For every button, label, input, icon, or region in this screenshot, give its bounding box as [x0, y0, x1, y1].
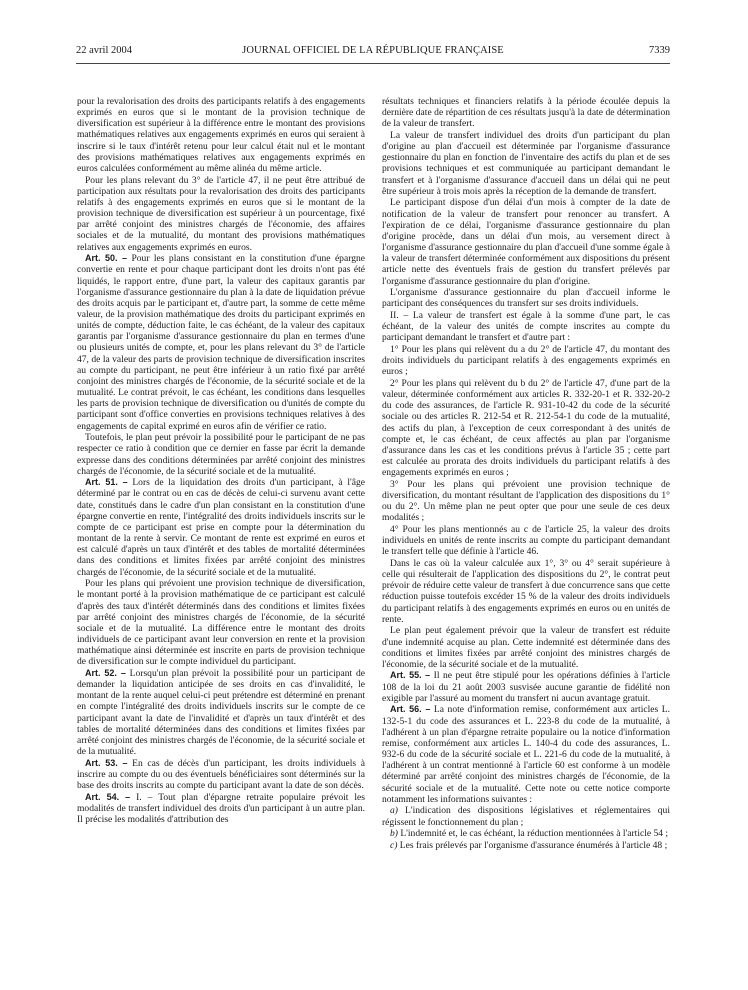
paragraph	[382, 524, 670, 557]
article-paragraph	[77, 253, 365, 432]
article-number: Art. 51. –	[85, 477, 128, 488]
right-column	[382, 96, 670, 851]
paragraph-text: L'organisme d'assurance gestionnaire du plan d'accueil informe le participant des conséquences du transfert sur ses droits individuels.	[382, 287, 670, 310]
paragraph-text: L'indemnité et, le cas échéant, la réduction mentionnées à l'article 54 ;	[397, 828, 669, 840]
paragraph	[382, 378, 670, 478]
list-item	[382, 805, 670, 827]
paragraph-text: Lors de la liquidation des droits d'un participant, à l'âge déterminé par le contrat ou en cas de décès de celui-ci survenu avant cette date, constitués dans le cadre d'un plan consistant en la constitution d'une épargne convertie en rente, l'intégralité des droits individuels inscrits sur le compte de ce participant est prise en compte pour la détermination du montant de la rente à servir. Ce montant de rente est exprimé en euros et est calculé d'après un taux d'intérêt et des tables de mortalité déterminées dans des conditions et limites fixées par arrêté conjoint des ministres chargés de l'économie, de la sécurité sociale et de la mutualité.	[77, 477, 365, 578]
article-number: Art. 53. –	[85, 757, 128, 768]
article-paragraph	[382, 670, 670, 703]
paragraph-text: La note d'information remise, conformément aux articles L. 132-5-1 du code des assurances et L. 223-8 du code de la mutualité, à l'adhérent à un plan d'épargne retraite populaire ou la notice d'information remise, conformément aux articles L. 140-4 du code des assurances, L. 932-6 du code de la sécurité sociale et L. 221-6 du code de la mutualité, à l'adhérent à un contrat mentionné à l'article 60 est conforme à un modèle déterminé par arrêté conjoint des ministres chargés de l'économie, de la sécurité sociale et de la mutualité. Cette note ou cette notice comporte notamment les informations suivantes :	[382, 704, 670, 805]
paragraph-text: résultats techniques et financiers relatifs à la période écoulée depuis la dernière date de répartition de ces résultats jusqu'à la date de détermination de la valeur de transfert.	[382, 96, 670, 130]
article-paragraph	[77, 792, 365, 825]
list-item	[382, 828, 670, 839]
paragraph-text: 4° Pour les plans mentionnés au c de l'article 25, la valeur des droits individuels en unités de rente inscrits au compte du participant demandant le transfert telle que définie à l'article 46.	[382, 523, 670, 558]
paragraph-text: Toutefois, le plan peut prévoir la possibilité pour le participant de ne pas respecter ce ratio à condition que ce dernier en fasse par écrit la demande expresse dans des conditions déterminées par arrêté conjoint des ministres chargés de l'économie, de la sécurité sociale et de la mutualité.	[77, 432, 365, 477]
paragraph	[382, 625, 670, 670]
paragraph-text: 3° Pour les plans qui prévoient une provision technique de diversification, du montant résultant de l'application des dispositions du 1° ou du 2°. Un même plan ne peut opter que pour une seule de ces deux modalités ;	[382, 478, 670, 524]
item-letter: c)	[390, 839, 398, 851]
paragraph-text: Il ne peut être stipulé pour les opérations définies à l'article 108 de la loi du 21 août 2003 susvisée aucune garantie de fidélité non exigible par l'assuré au moment du transfert ni aucun avantage gratuit.	[382, 670, 670, 704]
paragraph	[77, 578, 365, 667]
paragraph	[382, 130, 670, 197]
paragraph-text: pour la revalorisation des droits des participants relatifs à des engagements exprimés en euros que si le montant de la provision technique de diversification est supérieur à la différence entre le montant des provisions mathématiques relatives aux engagements exprimés en euros qui seraient à inscrire si le taux d'intérêt retenu pour leur calcul était nul et le montant des provisions mathématiques relatives aux engagements exprimés en euros calculées conformément au même alinéa du même article.	[77, 96, 365, 174]
paragraph	[382, 479, 670, 524]
paragraph-text: Pour les plans relevant du 3° de l'article 47, il ne peut être attribué de participation aux résultats pour la revalorisation des droits des participants relatifs à des engagements exprimés en euros que si le montant de la provision technique de diversification est supérieur à un pourcentage, fixé par arrêté conjoint des ministres chargés de l'économie, des affaires sociales et de la mutualité, du montant des provisions mathématiques relatives aux engagements exprimés en euros.	[77, 174, 365, 253]
paragraph-text: Les frais prélevés par l'organisme d'assurance énumérés à l'article 48 ;	[397, 839, 668, 851]
paragraph	[382, 310, 670, 343]
paragraph	[77, 432, 365, 477]
paragraph-text: La valeur de transfert individuel des droits d'un participant du plan d'origine au plan d'accueil est déterminée par l'organisme d'assurance gestionnaire du plan en fonction de l'inventaire des actifs du plan et de ses provisions techniques et est communiquée au participant demandant le transfert et à l'organisme d'assurance d'accueil dans un délai qui ne peut être supérieur à trois mois après la réception de la demande de transfert.	[382, 129, 670, 197]
paragraph-text: Le participant dispose d'un délai d'un mois à compter de la date de notification de la valeur de transfert pour renoncer au transfert. A l'expiration de ce délai, l'organisme d'assurance gestionnaire du plan d'origine procède, dans un délai d'un mois, au versement direct à l'organisme d'assurance gestionnaire du plan d'accueil d'une somme égale à la valeur de transfert déterminée conformément aux dispositions du présent article nette des éventuels frais de gestion du transfert prélevés par l'organisme d'assurance gestionnaire du plan d'origine.	[382, 197, 670, 287]
item-letter: b)	[390, 828, 398, 840]
paragraph-text: 1° Pour les plans qui relèvent du a du 2° de l'article 47, du montant des droits individuels du participant relatifs à des engagements exprimés en euros ;	[382, 343, 670, 378]
paragraph-continued	[382, 96, 670, 129]
paragraph-text: II. – La valeur de transfert est égale à la somme d'une part, le cas échéant, de la valeur des unités de compte inscrites au compte du participant demandant le transfert et d'autre part :	[382, 309, 670, 344]
article-paragraph	[77, 758, 365, 791]
journal-title: JOURNAL OFFICIEL DE LA RÉPUBLIQUE FRANÇAISE	[242, 45, 504, 56]
paragraph-text: L'indication des dispositions législatives et réglementaires qui régissent le fonctionnement du plan ;	[382, 805, 670, 828]
article-paragraph	[382, 704, 670, 804]
left-column	[77, 96, 365, 826]
article-paragraph	[77, 477, 365, 577]
paragraph-text: Pour les plans qui prévoient une provision technique de diversification, le montant porté à la provision mathématique de ce participant est calculé d'après des taux d'intérêt déterminés dans des conditions et limites fixées par arrêté conjoint des ministres chargés de l'économie, de la sécurité sociale et de la mutualité. La différence entre le montant des droits individuels de ce participant avant leur conversion en rente et la provision mathématique ainsi déterminée est inscrite en parts de provision technique de diversification sur le compte individuel du participant.	[77, 578, 365, 668]
article-number: Art. 56. –	[390, 704, 431, 715]
paragraph-text: Le plan peut également prévoir que la valeur de transfert est réduite d'une indemnité acquise au plan. Cette indemnité est déterminée dans des conditions et limites fixées par arrêté conjoint des ministres chargés de l'économie, de la sécurité sociale et de la mutualité.	[382, 625, 670, 670]
paragraph	[382, 197, 670, 286]
paragraph-text: Pour les plans consistant en la constitution d'une épargne convertie en rente et pour chaque participant dont les droits n'ont pas été liquidés, le rapport entre, d'une part, la valeur des capitaux garantis par l'organisme d'assurance gestionnaire du plan à la date de liquidation prévue des droits acquis par le participant et, d'autre part, la somme de cette même valeur, de la provision mathématique des droits du participant exprimés en unités de compte, déduction faite, le cas échéant, de la valeur des capitaux garantis par l'organisme d'assurance gestionnaire du plan en termes d'une ou plusieurs unités de compte, et, pour les plans relevant du 3° de l'article 47, de la valeur des parts de provision technique de diversification inscrites au compte du participant, ne peut être inférieur à un ratio fixé par arrêté conjoint des ministres chargés de l'économie, de la sécurité sociale et de la mutualité. Le contrat prévoit, le cas échéant, les conditions dans lesquelles les parts de provision technique de diversification ou d'unités de compte du participant sont d'office converties en provisions techniques relatives à des engagements de capital exprimé en euros afin de vérifier ce ratio.	[77, 253, 365, 432]
page-header	[76, 44, 670, 58]
article-number: Art. 50. –	[85, 253, 128, 264]
list-item	[382, 840, 670, 851]
article-paragraph	[77, 668, 365, 757]
item-letter: a)	[390, 805, 398, 817]
issue-date: 22 avril 2004	[76, 45, 132, 56]
paragraph	[382, 558, 670, 625]
paragraph	[382, 344, 670, 377]
article-number: Art. 52. –	[85, 667, 126, 678]
article-number: Art. 54. –	[85, 791, 131, 802]
paragraph-text: I. – Tout plan d'épargne retraite populaire prévoit les modalités de transfert individuel des droits d'un participant à un autre plan. Il précise les modalités d'attribution des	[77, 791, 365, 825]
article-number: Art. 55. –	[390, 670, 431, 681]
paragraph-text: 2° Pour les plans qui relèvent du b du 2° de l'article 47, d'une part de la valeur, déterminée conformément aux articles R. 332-20-1 et R. 332-20-2 du code des assurances, de l'article R. 931-10-42 du code de la sécurité sociale ou des articles R. 212-54 et R. 212-54-1 du code de la mutualité, des actifs du plan, à l'exception de ceux correspondant à des unités de compte et, le cas échéant, de ceux affectés au plan par l'organisme d'assurance dans les cas et les conditions prévus à l'article 35 ; cette part est calculée au prorata des droits individuels du participant relatifs à des engagements exprimés en euros ;	[382, 377, 670, 479]
paragraph-text: Dans le cas où la valeur calculée aux 1°, 3° ou 4° serait supérieure à celle qui résulterait de l'application des dispositions du 2°, le contrat peut prévoir de réduire cette valeur de transfert à due concurrence sans que cette réduction puisse toutefois excéder 15 % de la valeur des droits individuels du participant relatifs à des engagements exprimés en euros ou en unités de rente.	[382, 557, 670, 625]
paragraph-text: Lorsqu'un plan prévoit la possibilité pour un participant de demander la liquidation anticipée de ses droits en cas d'invalidité, le montant de la rente auquel celui-ci peut prétendre est déterminé en prenant en compte l'intégralité des droits individuels inscrits sur le compte de ce participant avant la date de l'invalidité et d'après un taux d'intérêt et des tables de mortalité déterminées dans des conditions et limites fixées par arrêté conjoint des ministres chargés de l'économie, de la sécurité sociale et de la mutualité.	[77, 667, 365, 758]
paragraph-continued	[77, 96, 365, 174]
header-rule	[76, 63, 670, 64]
page-number: 7339	[649, 45, 670, 56]
paragraph	[77, 175, 365, 253]
paragraph-text: En cas de décès d'un participant, les droits individuels à inscrire au compte du ou des éventuels bénéficiaires sont déterminés sur la base des droits inscrits au compte du participant avant la date de son décès.	[77, 757, 365, 792]
paragraph	[382, 287, 670, 309]
